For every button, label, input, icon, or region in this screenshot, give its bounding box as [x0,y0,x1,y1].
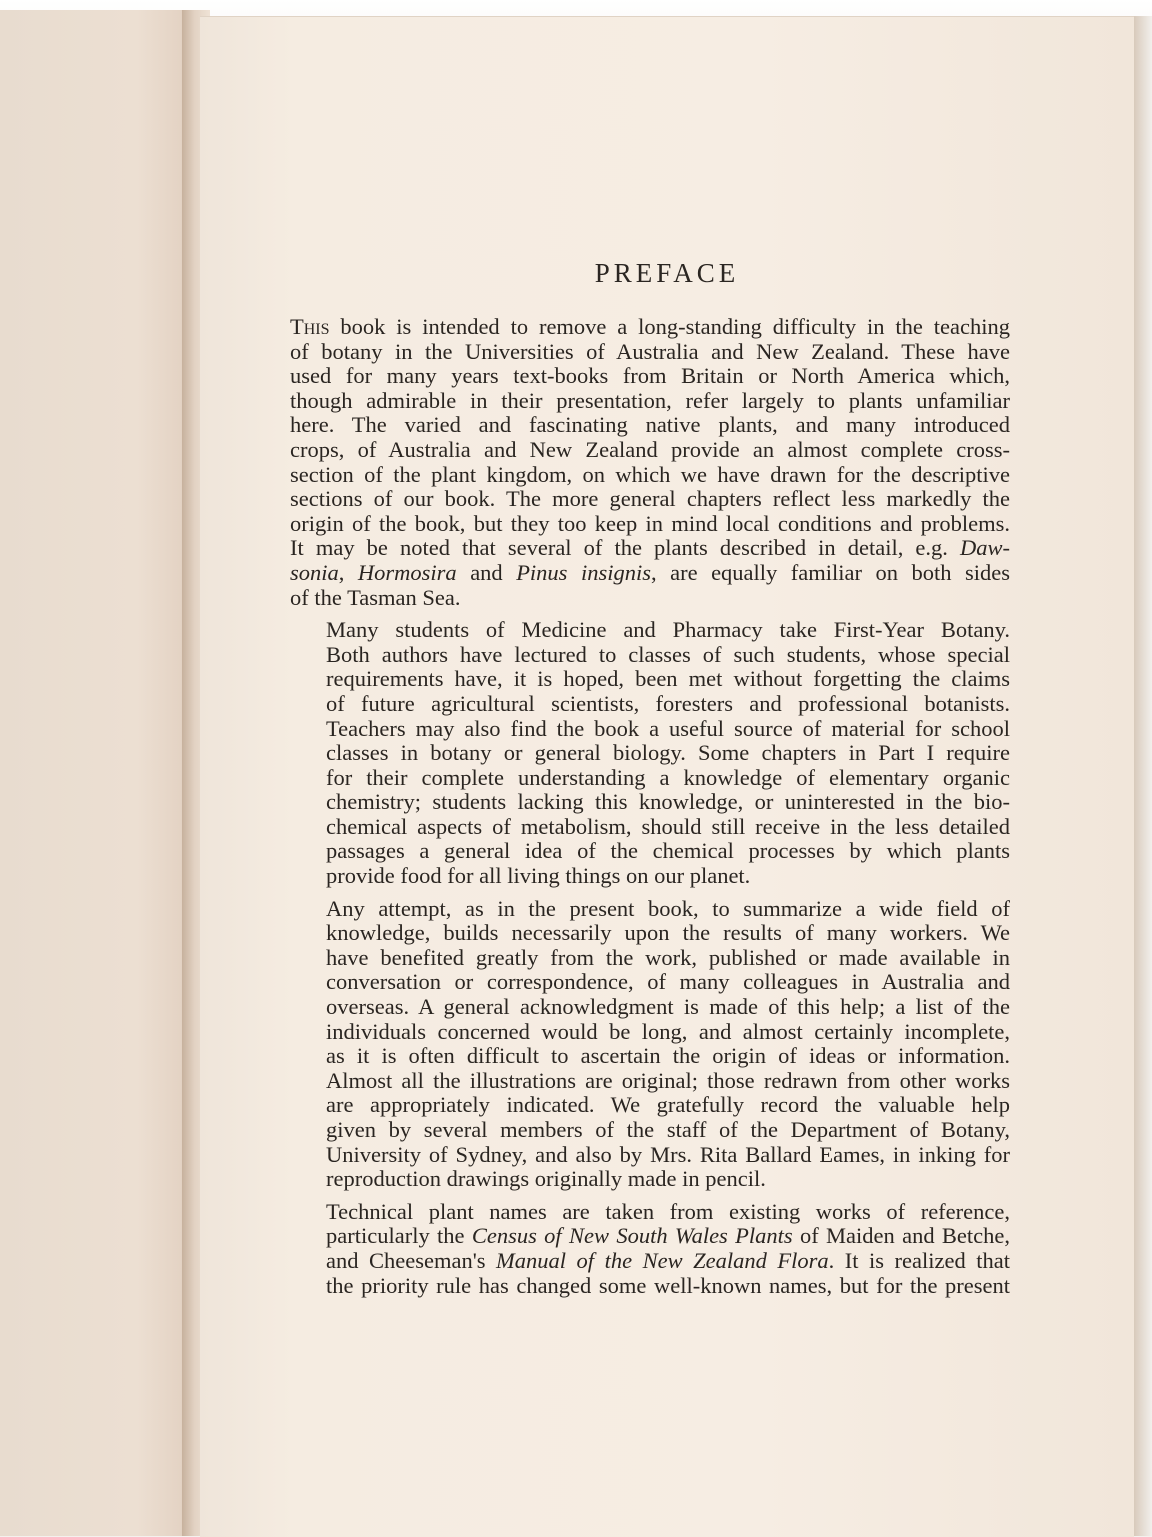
text-line: conversation or correspondence, of many colleagues in Australia and [326,969,1010,995]
preface-body [290,315,1010,1298]
paragraph-1 [290,315,1010,610]
text-line: of the Tasman Sea. [290,584,461,610]
text-line: sections of our book. The more general chapters reflect less markedly the [290,486,1010,512]
page-edge [1134,16,1152,1536]
text-line: Any attempt, as in the present book, to summarize a wide field of [326,895,1010,921]
text-line: origin of the book, but they too keep in mind local conditions and problems. [290,510,1010,536]
text-line: crops, of Australia and New Zealand provide an almost complete cross- [290,436,1010,462]
text-line: Both authors have lectured to classes of such students, whose special [326,641,1010,667]
text-line: requirements have, it is hoped, been met without forgetting the claims [326,666,1010,692]
page-title: PREFACE [594,258,740,288]
text-line: though admirable in their presentation, refer largely to plants unfamiliar [290,387,1010,413]
text-line: Teachers may also find the book a useful source of material for school [326,715,1010,741]
text-line [290,315,1010,340]
text-line: University of Sydney, and also by Mrs. Rita Ballard Eames, in inking for [326,1141,1010,1167]
text-line: classes in botany or general biology. Some chapters in Part I require [326,740,1010,766]
text-line: as it is often difficult to ascertain the origin of ideas or information. [326,1043,1010,1069]
text-line: sonia, Hormosira and Pinus insignis, are equally familiar on both sides [290,559,1011,585]
text-line: of future agricultural scientists, foresters and professional botanists. [326,690,1010,716]
text-line: are appropriately indicated. We gratefully record the valuable help [326,1092,1010,1118]
text-line: knowledge, builds necessarily upon the results of many workers. We [326,920,1010,946]
lead-word: This [290,314,330,339]
text-line: have benefited greatly from the work, published or made available in [326,944,1010,970]
text-line: the priority rule has changed some well-known names, but for the present [326,1272,1010,1298]
text-line: here. The varied and fascinating native plants, and many introduced [290,412,1010,438]
text-line: reproduction drawings originally made in pencil. [326,1166,766,1192]
text-line: Almost all the illustrations are original; those redrawn from other works [326,1067,1010,1093]
text-line: Technical plant names are taken from existing works of reference, [326,1198,1010,1224]
text-line: particularly the Census of New South Wales Plants of Maiden and Betche, [326,1223,1010,1249]
text-line: passages a general idea of the chemical processes by which plants [326,838,1010,864]
text-line: Many students of Medicine and Pharmacy take First-Year Botany. [326,617,1010,643]
text-line: of botany in the Universities of Australia and New Zealand. These have [290,338,1010,364]
text-line: and Cheeseman's Manual of the New Zealand Flora. It is realized that [326,1247,1010,1273]
text-line: section of the plant kingdom, on which we have drawn for the descriptive [290,461,1010,487]
text-line: individuals concerned would be long, and almost certainly incomplete, [326,1018,1010,1044]
text-line: for their complete understanding a knowledge of elementary organic [326,764,1010,790]
text-line: overseas. A general acknowledgment is made of this help; a list of the [326,994,1010,1020]
paragraph-4 [290,1200,1010,1298]
paragraph-3 [290,897,1010,1192]
left-page [0,10,197,1536]
line-text: book is intended to remove a long-standing difficulty in the teaching [329,314,1010,339]
text-line: chemistry; students lacking this knowledge, or uninterested in the bio- [326,789,1010,815]
text-line: It may be noted that several of the plants described in detail, e.g. Daw- [290,535,1010,561]
text-line: used for many years text-books from Britain or North America which, [290,363,1010,389]
text-line: provide food for all living things on our planet. [326,863,751,889]
paragraph-2 [290,618,1010,889]
text-line: given by several members of the staff of the Department of Botany, [326,1117,1010,1142]
text-line: chemical aspects of metabolism, should still receive in the less detailed [326,813,1010,839]
